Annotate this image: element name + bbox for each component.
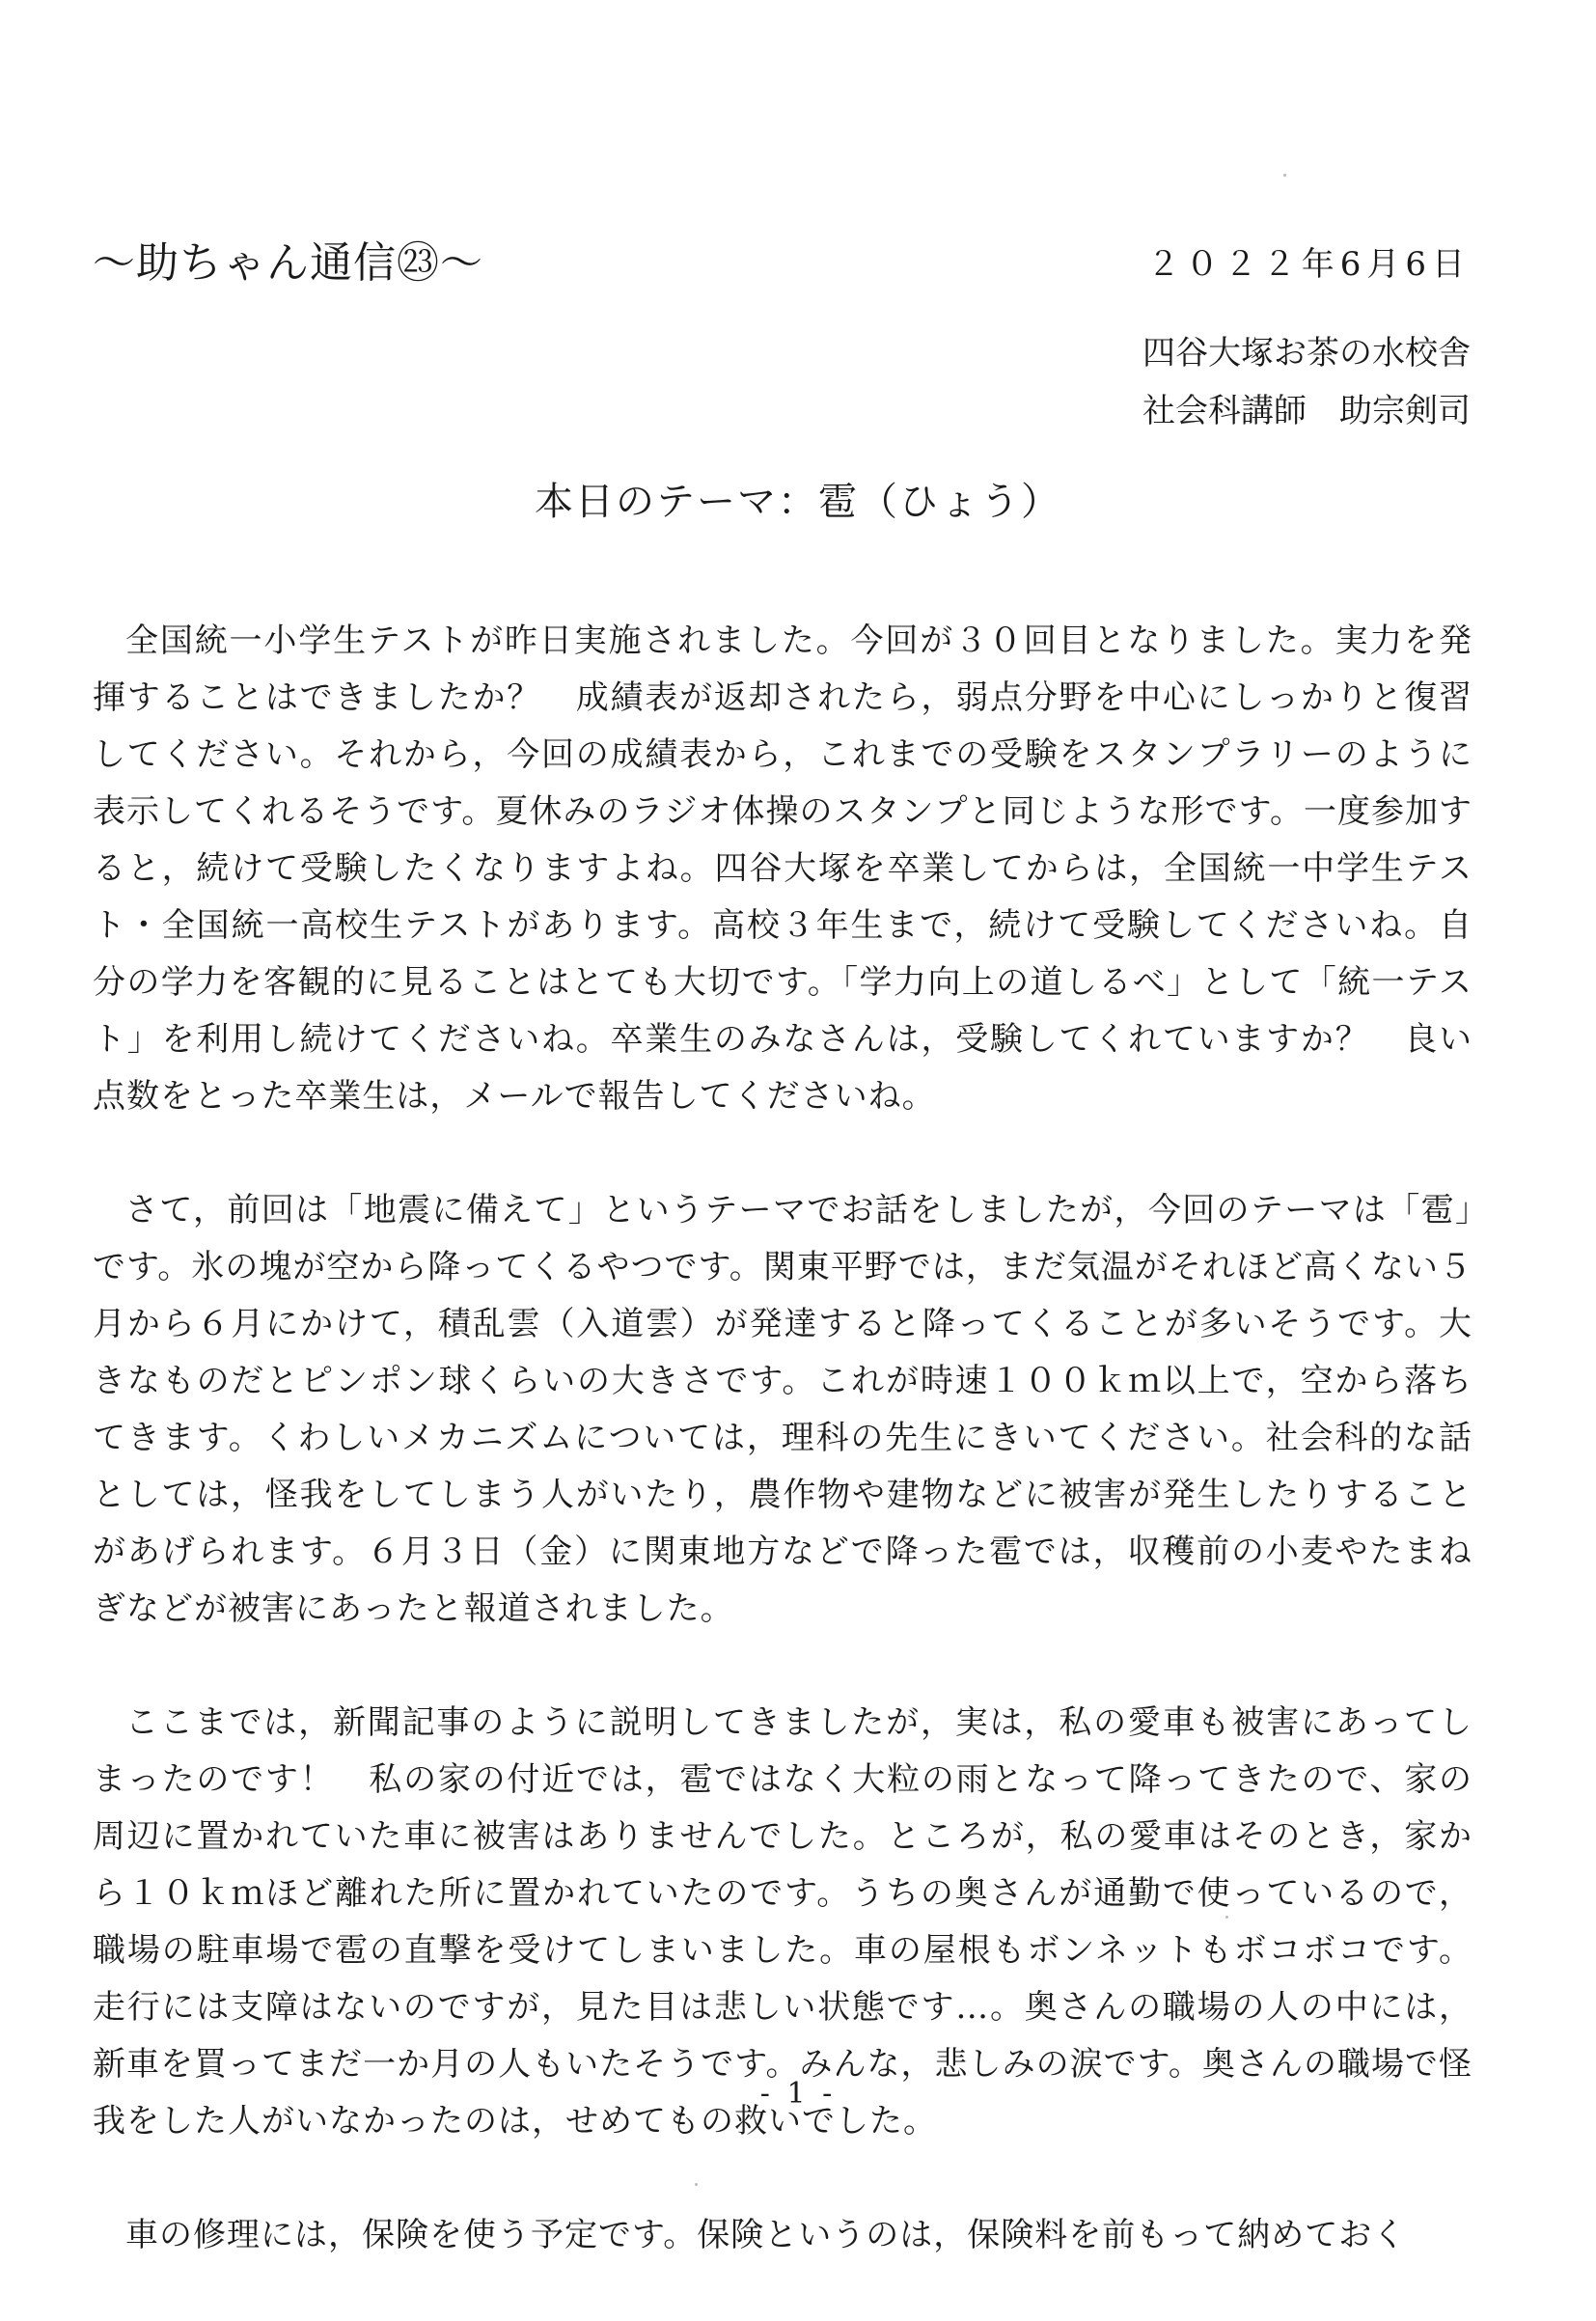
issue-date: ２０２２年6月6日 — [1146, 245, 1471, 284]
paragraph: 全国統一小学生テストが昨日実施されました。今回が３０回目となりました。実力を発揮することはできましたか？ 成績表が返却されたら，弱点分野を中心にしっかりと復習してください。それから，今回の成績表から，これまでの受験をスタンプラリーのように表示してくれるそうです。夏休みのラジオ体操のスタンプと同じような形です。一度参加すると，続けて受験したくなりますよね。四谷大塚を卒業してからは，全国統一中学生テスト・全国統一高校生テストがあります。高校３年生まで，続けて受験してくださいね。自分の学力を客観的に見ることはとても大切です。「学力向上の道しるべ」として「統一テスト」を利用し続けてくださいね。卒業生のみなさんは，受験してくれていますか？ 良い点数をとった卒業生は，メールで報告してくださいね。 — [93, 622, 1472, 1116]
paragraph: さて，前回は「地震に備えて」というテーマでお話をしましたが，今回のテーマは「雹」です。氷の塊が空から降ってくるやつです。関東平野では，まだ気温がそれほど高くない５月から６月にかけて，積乱雲（入道雲）が発達すると降ってくることが多いそうです。大きなものだとピンポン球くらいの大きさです。これが時速１００ｋｍ以上で，空から落ちてきます。くわしいメカニズムについては，理科の先生にきいてください。社会科的な話としては，怪我をしてしまう人がいたり，農作物や建物などに被害が発生したりすることがあげられます。６月３日（金）に関東地方などで降った雹では，収穫前の小麦やたまねぎなどが被害にあったと報道されました。 — [93, 1191, 1472, 1628]
series-title: ～助ちゃん通信㉓～ — [93, 238, 483, 288]
author-name: 社会科講師 助宗剣司 — [1142, 392, 1471, 430]
paragraph: ここまでは，新聞記事のように説明してきましたが，実は，私の愛車も被害にあってしまったのです！ 私の家の付近では，雹ではなく大粒の雨となって降ってきたので、家の周辺に置かれていた車に被害はありませんでした。ところが，私の愛車はそのとき，家から１０ｋｍほど離れた所に置かれていたのです。うちの奥さんが通勤で使っているので，職場の駐車場で雹の直撃を受けてしまいました。車の屋根もボンネットもボコボコです。走行には支障はないのですが，見た目は悲しい状態です…。奥さんの職場の人の中には，新車を買ってまだ一か月の人もいたそうです。みんな，悲しみの涙です。奥さんの職場で怪我をした人がいなかったのは，せめてもの救いでした。 — [93, 1703, 1472, 2141]
theme-heading: 本日のテーマ：雹（ひょう） — [535, 480, 1061, 524]
scan-speck — [1283, 174, 1286, 177]
page-number: - 1 - — [759, 2077, 837, 2111]
author-school: 四谷大塚お茶の水校舎 — [1142, 334, 1471, 373]
paragraph: 車の修理には，保険を使う予定です。保険というのは，保険料を前もって納めておく — [125, 2216, 1407, 2254]
article-body — [93, 613, 1472, 2321]
scan-speck — [695, 2183, 698, 2186]
scan-speck — [1225, 1916, 1228, 1919]
author-block — [1142, 324, 1471, 440]
